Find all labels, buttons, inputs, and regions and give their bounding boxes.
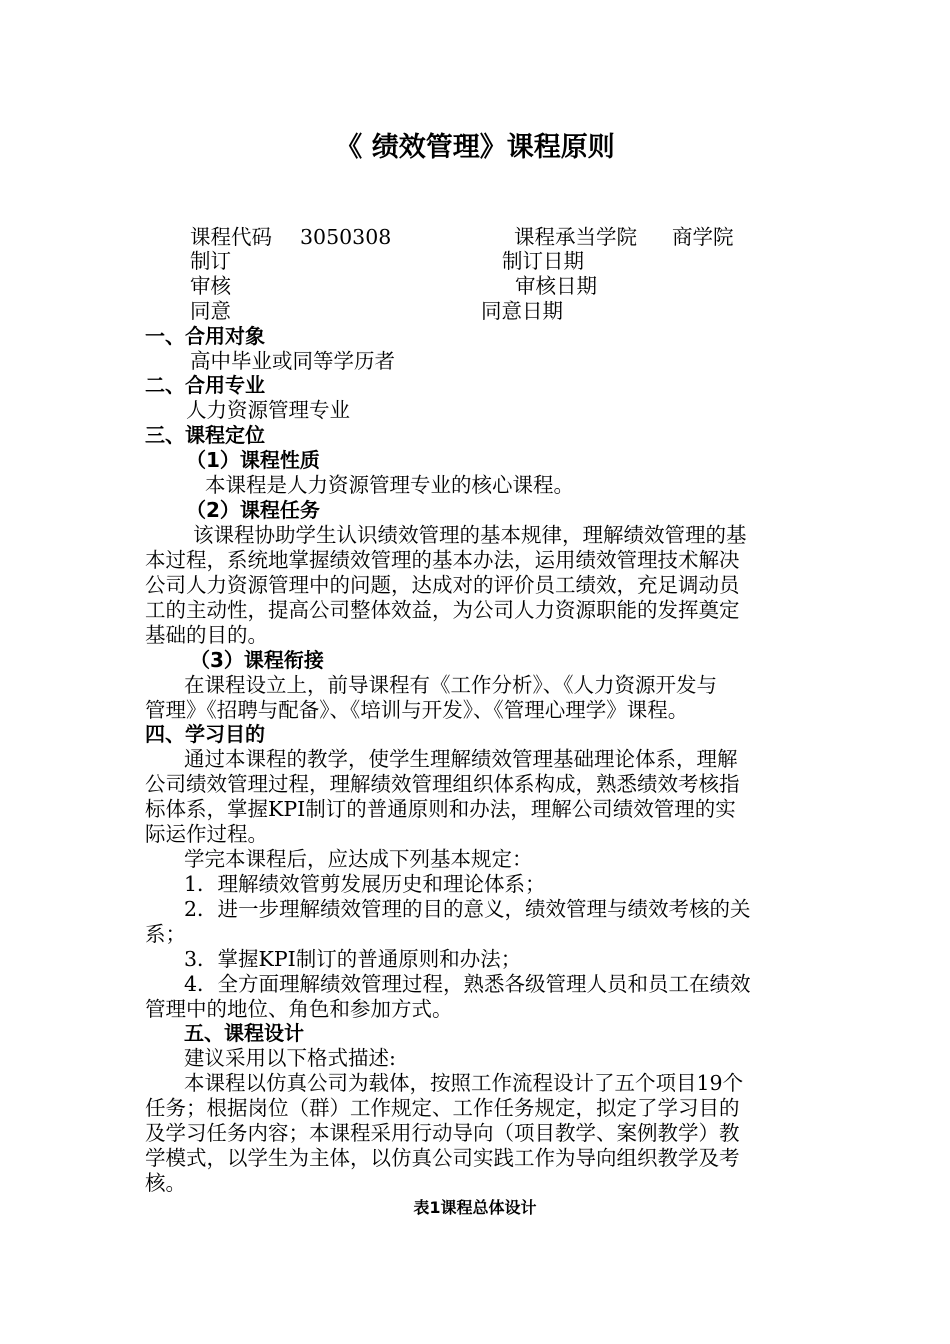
objectives-line: 际运作过程。 xyxy=(145,822,268,846)
document-title: 《 绩效管理》课程原则 xyxy=(335,132,615,163)
audience-text: 高中毕业或同等学历者 xyxy=(190,349,395,373)
requirement-item: 1．理解绩效管剪发展历史和理论体系； xyxy=(184,872,546,896)
task-line: 该课程协助学生认识绩效管理的基本规律，理解绩效管理的基 xyxy=(193,523,747,547)
section-heading-design: 五、课程设计 xyxy=(184,1021,304,1045)
task-line: 基础的目的。 xyxy=(145,623,268,647)
design-line: 本课程以仿真公司为载体，按照工作流程设计了五个项目19个 xyxy=(184,1071,744,1095)
approve-label: 同意 xyxy=(190,299,231,323)
design-line: 及学习任务内容；本课程采用行动导向（项目教学、案例教学）教 xyxy=(145,1121,740,1145)
made-label: 制订 xyxy=(190,249,231,273)
connection-line: 管理》《招聘与配备》、《培训与开发》、《管理心理学》课程。 xyxy=(145,698,689,722)
made-date-label: 制订日期 xyxy=(502,249,584,273)
course-code-value: 3050308 xyxy=(300,225,392,249)
section-heading-positioning: 三、课程定位 xyxy=(145,423,265,447)
section-heading-major: 二、合用专业 xyxy=(145,373,265,397)
design-line: 核。 xyxy=(145,1171,186,1195)
section-heading-objectives: 四、学习目的 xyxy=(145,722,265,746)
objectives-line: 通过本课程的教学，使学生理解绩效管理基础理论体系，理解 xyxy=(184,747,738,771)
course-code-label: 课程代码 xyxy=(190,225,272,249)
objectives-line: 标体系，掌握KPI制订的普通原则和办法，理解公司绩效管理的实 xyxy=(145,797,736,821)
requirement-item: 管理中的地位、角色和参加方式。 xyxy=(145,997,453,1021)
nature-text: 本课程是人力资源管理专业的核心课程。 xyxy=(205,473,574,497)
objectives-line: 公司绩效管理过程，理解绩效管理组织体系构成，熟悉绩效考核指 xyxy=(145,772,740,796)
approve-date-label: 同意日期 xyxy=(481,299,563,323)
design-line: 任务；根据岗位（群）工作规定、工作任务规定，拟定了学习目的 xyxy=(145,1096,740,1120)
subheading-connection: （3）课程衔接 xyxy=(190,648,324,672)
task-line: 公司人力资源管理中的问题，达成对的评价员工绩效，充足调动员 xyxy=(145,573,740,597)
college-label: 课程承当学院 xyxy=(514,225,637,249)
major-text: 人力资源管理专业 xyxy=(186,398,350,422)
requirements-intro: 学完本课程后，应达成下列基本规定： xyxy=(184,847,533,871)
table-caption: 表1课程总体设计 xyxy=(413,1198,537,1217)
requirement-item: 2．进一步理解绩效管理的目的意义，绩效管理与绩效考核的关 xyxy=(184,897,751,921)
design-line: 学模式，以学生为主体，以仿真公司实践工作为导向组织教学及考 xyxy=(145,1146,740,1170)
requirement-item: 3．掌握KPI制订的普通原则和办法； xyxy=(184,947,522,971)
review-label: 审核 xyxy=(190,274,231,298)
section-heading-audience: 一、合用对象 xyxy=(145,324,265,348)
design-intro: 建议采用以下格式描述: xyxy=(184,1046,396,1070)
subheading-task: （2）课程任务 xyxy=(186,498,320,522)
task-line: 工的主动性，提高公司整体效益，为公司人力资源职能的发挥奠定 xyxy=(145,598,740,622)
requirement-item: 系； xyxy=(145,922,186,946)
subheading-nature: （1）课程性质 xyxy=(186,448,320,472)
connection-line: 在课程设立上，前导课程有《工作分析》、《人力资源开发与 xyxy=(184,673,717,697)
task-line: 本过程，系统地掌握绩效管理的基本办法，运用绩效管理技术解决 xyxy=(145,548,740,572)
review-date-label: 审核日期 xyxy=(515,274,597,298)
college-value: 商学院 xyxy=(672,225,734,249)
requirement-item: 4．全方面理解绩效管理过程，熟悉各级管理人员和员工在绩效 xyxy=(184,972,751,996)
